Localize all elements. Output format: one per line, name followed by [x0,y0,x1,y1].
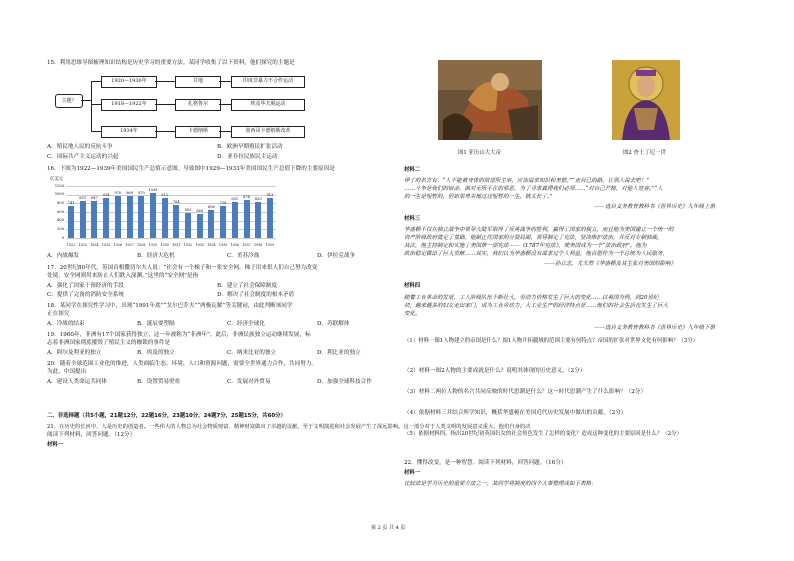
q18-line: 正在探究 [47,311,70,317]
map-connector [91,81,92,132]
question-2: （2）材料一图2人物的主要成就是什么？说明其体现的历史意义。（2分） [404,368,586,374]
chart-bar [91,201,97,238]
q16-option-c: C．美苏冷战 [227,253,260,259]
q22-material1: 材料一 [404,470,421,476]
person-box: 卡德纳斯 [175,126,221,138]
alexander-mosaic-image [438,60,542,140]
q21-line: 21．在历史的长河中，人是历史的创造者。一些伟大的人物总为社会物质财富、精神财富做出了卓越的贡献，至于文明演进和社会发展产生了深远影响。这一部分对于人类文明的发展意义重大，他们自身的决 [47,424,531,430]
q17-option-a: A．强化了国家干预经济的手段 [47,283,124,289]
q15-option-c: C．国际共产主义运动的兴起 [47,154,119,160]
chart-data-label: 764 [172,199,180,204]
chart-data-label: 970 [114,190,122,195]
q19-option-b: B．埃及的独立 [137,350,175,356]
material3-line: 其次，他主持制定和实施了美国第一部宪法——《1787年宪法》，使美国成为一个“法治政府”。他为 [404,243,647,249]
chart-x-tick: 1931 [172,243,181,247]
material4-line: 初，越来越多的妇女走出家门，成为工业劳动力；大工业生产的经济特点是……他们的社会生活也发生了巨大 [404,303,669,309]
q16-stem: 16．下图为1922—1939年美国国民生产总值示意图。导致图中1929—1933年美国国民生产总值下降的主要原因是 [47,166,335,172]
chart-bar [232,202,238,238]
map-connector [155,104,175,105]
chart-data-label: 912 [161,193,169,198]
chart-gridline [66,186,276,187]
question-3: （3）材料二两位人物的名言共同反映的时代思潮是什么？这一时代思潮产生了什么影响？（2分） [404,389,647,395]
q19-line: 19．1960年，非洲有17个国家获得独立，这一年被称为“非洲年”。此后，非洲民族独立运动继续发展，标 [47,332,311,338]
map-connector [219,81,231,82]
period-box: 1920—1930年 [101,76,157,88]
map-connector [219,131,231,132]
chart-y-tick: 0 [61,235,64,240]
chart-bar [115,196,121,238]
material4-line: 变化。 [404,311,421,317]
map-connector [81,100,91,101]
chart-bar [185,213,191,238]
period-box: 1918—1922年 [101,99,157,111]
chart-y-unit: 亿美元 [50,177,64,182]
chart-data-label: 979 [137,190,145,195]
chart-data-label: 741 [67,200,75,205]
chart-bar [80,201,86,238]
picture2-caption: 图2 查士丁尼一世 [623,150,666,156]
person-box: 扎格鲁尔 [175,99,221,111]
part2-header: 二、非选择题（共5小题，21题12分，22题16分，23题10分，24题7分，25题15分，共60分） [47,413,286,419]
chart-data-label: 820 [254,197,262,202]
chart-x-tick: 1928 [136,243,146,247]
chart-data-label: 583 [184,207,192,212]
chart-bar [173,205,179,238]
map-connector [91,81,101,82]
map-connector [91,131,101,132]
chart-y-tick: 200 [57,226,64,231]
q19-line: 志着非洲国家彻底摧毁了殖民主义的枷锁的事件是 [47,340,171,346]
chart-bar [244,200,250,238]
q16-option-a: A．内战爆发 [47,253,80,259]
q19-option-c: C．纳米比亚的独立 [227,350,277,356]
material2-line: 的一生是短暂的，但如果卑劣地过这短暂的一生，就太长了。” [404,194,553,200]
chart-bar [220,206,226,238]
chart-x-tick: 1929 [148,243,158,247]
chart-x-tick: 1925 [101,243,111,247]
chart-x-tick: 1938 [253,243,263,247]
map-connector [155,81,175,82]
q15-option-a: A．殖民地人民的反抗斗争 [47,144,113,150]
chart-x-tick: 1924 [90,243,99,247]
chart-x-tick: 1923 [78,243,87,247]
chart-x-tick: 1935 [218,243,228,247]
q17-option-b: B．建立了社会保障制度 [217,283,278,289]
chart-data-label: 831 [231,196,239,201]
material2-source: ——选自义务教育教科书《世界历史》九年级上册 [594,204,716,210]
map-connector [155,131,175,132]
material2-line: ……斗争是我们的宿命，面对无所不在的邪恶，为了寻求真理我们必须……“对自己严格，对他人宽容。”“人 [404,186,663,192]
chart-bar [68,206,74,238]
chart-x-tick: 1932 [183,243,193,247]
q17-option-d: D．解决了社会制度的根本矛盾 [217,292,295,298]
q15-option-b: B．欧洲早期殖民扩张活动 [217,144,283,150]
chart-data-label: 656 [207,204,215,209]
q20-option-c: C．发展对外贸易 [227,379,271,385]
q16-option-b: B．经济大危机 [137,253,175,259]
material4-source: ——选自义务教育教科书《世界历史》九年级下册 [594,325,716,331]
material3-line: 资产阶级政府奠定了基础。他制止住国家的分裂局面，领导制定了宪法，坚决维护法治，并反对专制独裁， [404,235,663,241]
q19-option-a: A．阿尔及利亚的独立 [47,350,102,356]
event-box: 印度非暴力不合作运动 [231,76,305,88]
chart-y-tick: 600 [57,209,64,214]
chart-y-tick: 1200 [54,183,64,188]
event-box: 墨西哥卡德纳斯改革 [231,126,305,138]
material4-line: 随着工业革命的发展，工人阶级队伍不断壮大，劳动力价格发生了巨大的变化……以英国为例，到20世纪 [404,295,659,301]
justinian-mosaic-image [612,60,680,140]
chart-data-label: 847 [90,196,98,201]
question-4: （4）依据材料三并结合所学知识，概括华盛顿在美国近代历史发展中做出的贡献。（2分） [404,410,627,416]
chart-x-tick: 1937 [242,243,251,247]
q18-line: 18．某同学在探究性学习中，出现“1991年底”“戈尔巴乔夫”“两极瓦解”等关键词，由此判断该同学 [47,303,293,309]
chart-x-tick: 1926 [113,243,122,247]
q17-line: 17．20世纪80年代，英国首相撒切尔夫人说：“社会有一个梯子和一张安全网，梯子用来供人们自己努力改变 [47,265,318,271]
q22-intro: 比较法是学习历史的重要方法之一。某同学将制度的四个大事整理成如下表格： [404,481,597,487]
q17-line: 处境，安全网则用来防止人们跌入深渊。”这里的“安全网”是指 [47,273,199,279]
material2-line: 伊丁的名言有：“人不能被身体的欲望所主宰，应该追求知识和美德。”“走自己的路，让别人说去吧！” [404,178,650,184]
q18-option-c: C．经济全球化 [227,321,265,327]
chart-data-label: 874 [243,195,250,200]
chart-data-label: 560 [196,208,204,213]
q20-option-d: D．加强全球科技合作 [317,379,372,385]
q20-option-b: B．设置贸易壁垒 [137,379,181,385]
q18-option-a: A．冷战的结束 [47,321,85,327]
person-box: 甘地 [175,76,221,88]
chart-y-tick: 400 [57,218,64,223]
chart-data-label: 728 [219,201,227,206]
chart-y-tick: 800 [57,200,64,205]
material2-title: 材料二 [404,167,421,173]
q18-option-d: D．苏联解体 [317,321,350,327]
chart-x-tick: 1933 [195,243,204,247]
material1-label: 材料一 [47,442,64,448]
chart-x-tick: 1927 [125,243,134,247]
chart-bar [127,196,133,238]
question-5: （5）依据材料四，指出20世纪初英国妇女的社会角色发生了怎样的变化？造成这种变化的主要原因是什么？（2分） [404,431,682,437]
period-box: 1934年 [101,126,157,138]
page-number: 第 2 页 共 4 页 [371,525,406,531]
picture1-caption: 图1 亚历山大大帝 [458,150,501,156]
q21-line: 阅读下列材料，回答问题。（12分） [47,432,136,438]
material3-line: 政治稳定做出了巨大贡献……其实，我们认为华盛顿没有谋求过个人利益，他自愿作为一个总统为人民服务， [404,251,669,257]
chart-data-label: 851 [79,196,87,201]
chart-x-tick: 1930 [160,243,169,247]
chart-data-label: 1039 [148,187,158,192]
q15-stem: 15．利用思维导图梳理知识结构是历史学习的重要方法。某同学收集了以下资料，他们探究的主题是 [47,60,295,66]
chart-bar [150,193,156,238]
chart-x-tick: 1934 [207,243,216,247]
question-1: （1）材料一图1人物建立的帝国是什么？图1人物开拓疆域的范围主要有何特点？帝国的扩张对世界文化有何影响？（3分） [404,338,699,344]
chart-bar [255,202,261,238]
q22-stem: 22．懂得改变，是一种智慧。阅读下列材料，回答问题。（16分） [404,460,567,466]
chart-data-label: 934 [102,192,110,197]
chart-bar [138,196,144,238]
chart-x-tick: 1939 [265,243,275,247]
chart-data-label: 913 [266,193,274,198]
q15-option-d: D．亚非拉民族民主运动 [217,154,278,160]
chart-y-tick: 1000 [54,192,64,197]
material3-source: ——孙立志，尤天然《华盛顿及其主张对美国的影响》 [544,261,677,267]
material3-line: 华盛顿不仅在独立战争中领导大陆军取得了反英战争的胜利，赢得了国家的独立，而且他为美国建立一个统一的 [404,227,674,233]
q19-option-d: D．利比亚的独立 [317,350,361,356]
chart-x-tick: 1936 [230,243,239,247]
event-box: 埃及华夫脱运动 [231,99,305,111]
theme-box: 主题？ [55,94,83,108]
chart-bar [208,210,214,238]
chart-bar [197,214,203,238]
chart-bar [267,198,273,238]
chart-x-tick: 1922 [66,243,76,247]
map-connector [91,104,101,105]
q16-option-d: D．伊拉克战争 [317,253,356,259]
map-connector [219,104,231,105]
q17-option-c: C．提供了完备的消防安全系统 [47,292,124,298]
q18-option-b: B．诞辰要塑隔 [137,321,175,327]
chart-bar [103,198,109,238]
chart-bar [162,198,168,238]
chart-data-label: 969 [126,191,133,195]
material4-title: 材料四 [404,283,421,289]
chart-gridline [66,238,276,239]
q20-option-a: A．建设人类命运共同体 [47,379,107,385]
q20-line: 20．随着全球范围工业化的推进，人类面临生态、环境、人口和资源问题，需要全世界通力合作，共同努力。 [47,361,318,367]
material3-title: 材料三 [404,216,421,222]
q20-line: 为此，中国提出 [47,369,87,375]
